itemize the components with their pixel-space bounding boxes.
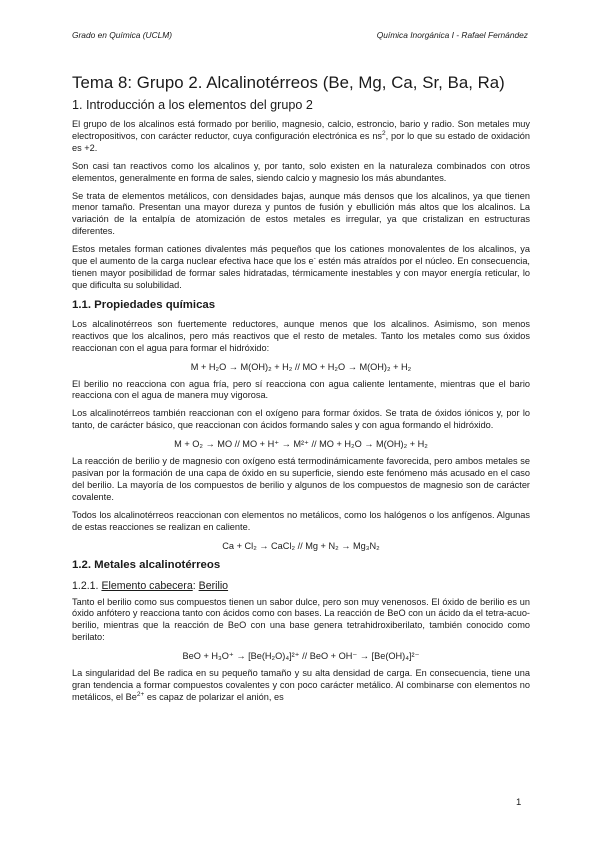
paragraph-chem-5: Todos los alcalinotérreos reaccionan con elementos no metálicos, como los halógenos o los anfígenos. Algunas de estas reacciones se realizan en caliente. [72, 509, 530, 532]
equation-oxides: M + O₂ → MO // MO + H⁺ → M²⁺ // MO + H₂O → M(OH)₂ + H₂ [174, 439, 428, 450]
paragraph-chem-3: Los alcalinotérreos también reaccionan con el oxígeno para formar óxidos. Se trata de óxidos iónicos y, por lo tanto, de carácter básico, que reaccionan con ácidos formando sales y con agua formando el hidróxido. [72, 408, 530, 431]
paragraph-chem-2: El berilio no reacciona con agua fría, pero sí reacciona con agua caliente lentamente, mientras que el bario reacciona con el agua de manera muy vigorosa. [72, 378, 530, 401]
subsection-heading-beryllium: 1.2.1. Elemento cabecera: Berilio [72, 579, 229, 592]
paragraph-chem-1: Los alcalinotérreos son fuertemente reductores, aunque menos que los alcalinos. Asimismo, son menos reactivos que los alcalinos, pero más reactivos que el resto de metales. Tanto los metales como sus óxidos reaccionan con el agua para formar el hidróxido: [72, 318, 530, 353]
paragraph-intro-3: Se trata de elementos metálicos, con densidades bajas, aunque más densos que los alcalinos, ya que tienen menor tamaño. Presentan una mayor dureza y puntos de fusión y ebullición más altos que los alcalinos. La variación de la entalpía de atomización de estos metales es irregular, ya que cristalizan en estructuras diferentes. [72, 190, 530, 237]
section-heading-metals: 1.2. Metales alcalinotérreos [72, 558, 221, 571]
header-course: Grado en Química (UCLM) [72, 30, 173, 40]
chapter-title: Tema 8: Grupo 2. Alcalinotérreos (Be, Mg, Ca, Sr, Ba, Ra) [72, 73, 505, 92]
section-heading-intro: 1. Introducción a los elementos del grupo 2 [72, 98, 313, 112]
paragraph-intro-4: Estos metales forman cationes divalentes más pequeños que los cationes monovalentes de los alcalinos, ya que el aumento de la carga nuclear efectiva hace que los e- estén más atraídos por el núcleo. En consecuencia, tienen mayor posibilidad de formar sales hidratadas, térmicamente inestables y con mayor energía reticular, lo que dificulta su solubilidad. [72, 244, 530, 290]
equation-hydroxide: M + H₂O → M(OH)₂ + H₂ // MO + H₂O → M(OH)₂ + H₂ [190, 361, 412, 372]
section-heading-chemical-properties: 1.1. Propiedades químicas [72, 298, 216, 311]
header-author: Química Inorgánica I - Rafael Fernández [376, 30, 528, 40]
paragraph-be-2: La singularidad del Be radica en su pequeño tamaño y su alta densidad de carga. En consecuencia, tiene una gran tendencia a formar compuestos covalentes y con poco carácter metálico. Al combinarse con elementos no metálicos, el $Be^{2+}$ es capaz de polarizar el anión, es [72, 668, 530, 702]
document-body [72, 72, 530, 710]
page-header [72, 30, 528, 44]
page-number: 1 [516, 797, 522, 808]
paragraph-chem-4: La reacción de berilio y de magnesio con oxígeno está termodinámicamente favorecida, pero ambos metales se pasivan por la formación de una capa de óxido en su superficie, siendo este fenómeno más acusado en el caso del berilio. La mayoría de los compuestos de berilio y algunos de los compuestos de magnesio son de carácter covalente. [72, 456, 530, 502]
equation-beo: BeO + H₃O⁺ → [Be(H₂O)₄]²⁺ // BeO + OH⁻ → [Be(OH)₄]²⁻ [182, 651, 420, 662]
paragraph-be-1: Tanto el berilio como sus compuestos tienen un sabor dulce, pero son muy venenosos. El óxido de berilio es un óxido anfótero y reacciona tanto con ácidos como con bases. La reacción de BeO con un ácido da el tetra-acuo-berilio, mientras que la reacción de BeO con una base genera tetrahidroxiberilato, también conocido como berilato: [72, 596, 530, 643]
paragraph-intro-1: El grupo de los alcalinos está formado por berilio, magnesio, calcio, estroncio, bario y radio. Son metales muy electropositivos, con carácter reductor, cuya configuración electrónica es $ns^2$, por lo que su estado de oxidación es +2. [72, 119, 530, 153]
paragraph-intro-2: Son casi tan reactivos como los alcalinos y, por tanto, solo existen en la naturaleza combinados con otros elementos, generalmente en forma de sales, siendo calcio y magnesio los más abundantes. [72, 160, 530, 183]
equation-nonmetals: Ca + Cl₂ → CaCl₂ // Mg + N₂ → Mg₃N₂ [222, 540, 380, 551]
